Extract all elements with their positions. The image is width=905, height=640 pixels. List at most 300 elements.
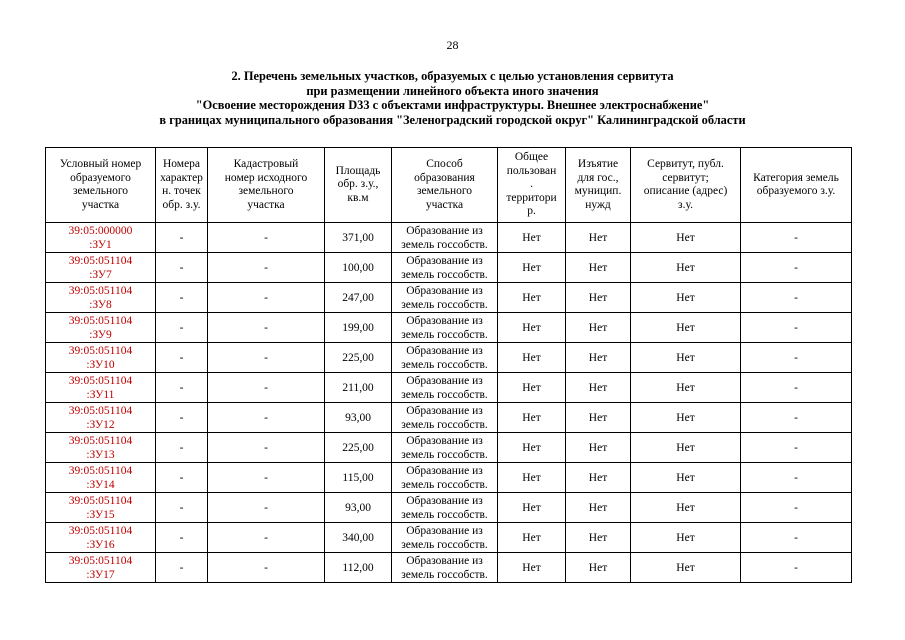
formation-method-cell <box>392 223 498 253</box>
table-row <box>46 283 852 313</box>
servitude-cell-text: Нет <box>676 321 695 334</box>
header-line: кв.м <box>347 191 369 204</box>
point-numbers-cell <box>156 313 208 343</box>
formation-method-cell-text: земель госсобств. <box>401 238 488 251</box>
header-line: пользован <box>506 164 557 177</box>
point-numbers-cell <box>156 283 208 313</box>
header-line: Номера <box>162 158 201 170</box>
formation-method-cell-text: Образование из <box>406 374 483 387</box>
point-numbers-cell-text: - <box>179 561 184 574</box>
header-line: Сервитут, публ. <box>647 158 724 170</box>
seizure-cell-text: Нет <box>588 471 608 484</box>
cadastral-number-cell-text: - <box>264 261 268 274</box>
land-category-cell <box>741 553 852 583</box>
area-cell-text: 112,00 <box>342 561 374 574</box>
point-numbers-cell-text: - <box>179 231 184 244</box>
seizure-cell <box>566 313 631 343</box>
plot-number-cell-text: :ЗУ15 <box>86 508 115 521</box>
common-use-cell <box>498 283 566 313</box>
common-use-cell <box>498 433 566 463</box>
plot-number-cell-text: 39:05:051104 <box>68 344 133 357</box>
plot-number-cell <box>46 283 156 313</box>
col-formation-method-header <box>392 148 498 223</box>
cadastral-number-cell <box>208 373 325 403</box>
point-numbers-cell <box>156 343 208 373</box>
formation-method-cell-text: Образование из <box>406 224 483 237</box>
point-numbers-cell-text: - <box>179 351 184 364</box>
common-use-cell-text: Нет <box>522 261 541 274</box>
seizure-cell <box>566 223 631 253</box>
table-row <box>46 253 852 283</box>
col-point-numbers-header <box>156 148 208 223</box>
land-category-cell <box>741 463 852 493</box>
header-line: земельного <box>238 185 294 197</box>
formation-method-cell-text: Образование из <box>406 284 483 297</box>
common-use-cell <box>498 553 566 583</box>
land-category-cell-text: - <box>794 231 798 244</box>
cadastral-number-cell <box>208 463 325 493</box>
plot-number-cell-text: 39:05:051104 <box>68 434 133 447</box>
point-numbers-cell-text: - <box>179 531 184 544</box>
seizure-cell-text: Нет <box>588 231 608 244</box>
plot-number-cell-text: :ЗУ16 <box>86 538 115 551</box>
point-numbers-cell-text: - <box>179 291 184 304</box>
header-line: номер исходного <box>224 171 308 184</box>
col-plot-number-header <box>46 148 156 223</box>
point-numbers-cell-text: - <box>179 471 184 484</box>
common-use-cell <box>498 493 566 523</box>
cadastral-number-cell-text: - <box>264 561 268 574</box>
plot-number-cell <box>46 223 156 253</box>
header-line: образуемого з.у. <box>756 185 836 197</box>
area-cell-text: 247,00 <box>342 291 374 304</box>
cadastral-number-cell <box>208 283 325 313</box>
servitude-cell <box>631 283 741 313</box>
plot-number-cell-text: 39:05:051104 <box>68 494 133 507</box>
header-line: участка <box>247 198 285 211</box>
land-category-cell-text: - <box>794 531 798 544</box>
point-numbers-cell <box>156 223 208 253</box>
plot-number-cell-text: :ЗУ1 <box>89 238 112 251</box>
point-numbers-cell-text: - <box>179 441 184 454</box>
common-use-cell-text: Нет <box>522 411 541 424</box>
land-category-cell <box>741 253 852 283</box>
table-row <box>46 463 852 493</box>
land-category-cell <box>741 283 852 313</box>
title-line: при размещении линейного объекта иного значения <box>306 83 599 98</box>
formation-method-cell-text: земель госсобств. <box>401 328 488 341</box>
area-cell-text: 211,00 <box>342 381 374 394</box>
header-line: участка <box>425 198 464 211</box>
area-cell-text: 100,00 <box>342 261 374 274</box>
area-cell-text: 225,00 <box>342 351 374 364</box>
col-common-use-header <box>498 148 566 223</box>
header-line: муницип. <box>574 185 622 197</box>
formation-method-cell-text: Образование из <box>406 344 483 357</box>
servitude-cell <box>631 493 741 523</box>
header-line: образования <box>414 171 475 184</box>
cadastral-number-cell-text: - <box>264 291 268 304</box>
plot-number-cell-text: 39:05:051104 <box>68 374 133 387</box>
formation-method-cell <box>392 553 498 583</box>
cadastral-number-cell-text: - <box>264 471 268 484</box>
servitude-cell <box>631 343 741 373</box>
servitude-cell <box>631 373 741 403</box>
servitude-cell-text: Нет <box>676 441 695 454</box>
col-seizure-header <box>566 148 631 223</box>
point-numbers-cell <box>156 523 208 553</box>
header-line: земельного <box>416 185 473 197</box>
land-category-cell-text: - <box>794 351 798 364</box>
cadastral-number-cell <box>208 523 325 553</box>
formation-method-cell-text: Образование из <box>406 314 483 327</box>
header-line: участка <box>81 198 120 211</box>
seizure-cell <box>566 523 631 553</box>
servitude-cell <box>631 253 741 283</box>
plot-number-cell-text: 39:05:051104 <box>68 554 133 567</box>
table-row <box>46 493 852 523</box>
header-line: . <box>530 178 533 191</box>
seizure-cell <box>566 463 631 493</box>
seizure-cell <box>566 373 631 403</box>
formation-method-cell-text: земель госсобств. <box>401 538 488 551</box>
point-numbers-cell <box>156 553 208 583</box>
formation-method-cell-text: земель госсобств. <box>401 388 488 401</box>
seizure-cell-text: Нет <box>588 441 608 454</box>
header-line: н. точек <box>162 185 201 197</box>
cadastral-number-cell-text: - <box>264 231 268 244</box>
cadastral-number-cell <box>208 223 325 253</box>
point-numbers-cell-text: - <box>179 411 184 424</box>
common-use-cell <box>498 373 566 403</box>
title-line: "Освоение месторождения D33 с объектами инфраструктуры. Внешнее электроснабжение" <box>195 98 710 113</box>
formation-method-cell-text: земель госсобств. <box>401 448 488 461</box>
seizure-cell-text: Нет <box>588 501 608 514</box>
plot-number-cell-text: 39:05:051104 <box>68 464 133 477</box>
servitude-cell-text: Нет <box>676 471 695 484</box>
formation-method-cell-text: земель госсобств. <box>401 478 488 491</box>
plot-number-cell-text: :ЗУ11 <box>86 388 115 401</box>
header-line: сервитут; <box>662 171 709 184</box>
header-line: для гос., <box>577 171 619 184</box>
header-line: Условный номер <box>59 158 142 170</box>
header-line: Кадастровый <box>233 158 299 170</box>
seizure-cell <box>566 553 631 583</box>
common-use-cell <box>498 343 566 373</box>
servitude-cell-text: Нет <box>676 561 695 574</box>
header-line: земельного <box>72 185 129 197</box>
col-area-header <box>325 148 392 223</box>
land-category-cell <box>741 433 852 463</box>
area-cell-text: 340,00 <box>342 531 374 544</box>
land-category-cell <box>741 523 852 553</box>
common-use-cell <box>498 223 566 253</box>
formation-method-cell <box>392 463 498 493</box>
formation-method-cell <box>392 433 498 463</box>
seizure-cell <box>566 253 631 283</box>
plot-number-cell <box>46 373 156 403</box>
plot-number-cell <box>46 313 156 343</box>
land-category-cell-text: - <box>794 321 798 334</box>
point-numbers-cell <box>156 433 208 463</box>
plot-number-cell-text: :ЗУ17 <box>86 568 115 581</box>
formation-method-cell <box>392 403 498 433</box>
area-cell <box>325 553 392 583</box>
point-numbers-cell <box>156 493 208 523</box>
header-line: р. <box>527 205 536 218</box>
formation-method-cell <box>392 253 498 283</box>
formation-method-cell-text: земель госсобств. <box>401 268 488 281</box>
cadastral-number-cell <box>208 553 325 583</box>
land-category-cell-text: - <box>794 561 798 574</box>
seizure-cell-text: Нет <box>588 351 608 364</box>
formation-method-cell <box>392 493 498 523</box>
plot-number-cell-text: 39:05:051104 <box>68 254 133 267</box>
cadastral-number-cell <box>208 433 325 463</box>
land-category-cell <box>741 403 852 433</box>
servitude-cell-text: Нет <box>676 501 695 514</box>
cadastral-number-cell <box>208 313 325 343</box>
land-category-cell-text: - <box>794 471 798 484</box>
land-category-cell-text: - <box>794 411 798 424</box>
formation-method-cell <box>392 313 498 343</box>
formation-method-cell-text: Образование из <box>406 554 483 567</box>
formation-method-cell <box>392 343 498 373</box>
common-use-cell-text: Нет <box>522 561 541 574</box>
plot-number-cell-text: :ЗУ14 <box>86 478 115 491</box>
formation-method-cell-text: Образование из <box>406 434 483 447</box>
plot-number-cell <box>46 493 156 523</box>
land-category-cell <box>741 373 852 403</box>
servitude-cell <box>631 223 741 253</box>
area-cell <box>325 433 392 463</box>
servitude-cell <box>631 313 741 343</box>
plot-number-cell-text: 39:05:051104 <box>68 404 133 417</box>
formation-method-cell-text: земель госсобств. <box>401 358 488 371</box>
plot-number-cell <box>46 343 156 373</box>
formation-method-cell-text: Образование из <box>406 254 483 267</box>
area-cell-text: 199,00 <box>342 321 374 334</box>
seizure-cell-text: Нет <box>588 561 608 574</box>
plot-number-cell-text: :ЗУ10 <box>86 358 115 371</box>
formation-method-cell-text: Образование из <box>406 464 483 477</box>
formation-method-cell-text: земель госсобств. <box>401 508 488 521</box>
servitude-cell <box>631 403 741 433</box>
servitude-cell-text: Нет <box>676 411 695 424</box>
plot-number-cell-text: :ЗУ8 <box>89 298 112 311</box>
point-numbers-cell <box>156 253 208 283</box>
cadastral-number-cell-text: - <box>264 351 268 364</box>
seizure-cell <box>566 283 631 313</box>
title-line: в границах муниципального образования "Зеленоградский городской округ" Калининградской области <box>159 112 746 127</box>
land-plots-table <box>45 147 852 583</box>
common-use-cell-text: Нет <box>522 351 541 364</box>
header-line: Изъятие <box>577 158 619 170</box>
table-row <box>46 313 852 343</box>
area-cell <box>325 523 392 553</box>
header-line: обр. з.у. <box>162 198 201 211</box>
formation-method-cell-text: Образование из <box>406 494 483 507</box>
formation-method-cell-text: земель госсобств. <box>401 298 488 311</box>
common-use-cell-text: Нет <box>522 321 541 334</box>
plot-number-cell <box>46 523 156 553</box>
area-cell <box>325 223 392 253</box>
servitude-cell-text: Нет <box>676 231 695 244</box>
table-row <box>46 433 852 463</box>
common-use-cell-text: Нет <box>522 471 541 484</box>
plot-number-cell <box>46 433 156 463</box>
header-line: характер <box>160 171 203 184</box>
table-row <box>46 553 852 583</box>
servitude-cell <box>631 433 741 463</box>
plot-number-cell-text: :ЗУ12 <box>86 418 115 431</box>
area-cell <box>325 253 392 283</box>
servitude-cell <box>631 523 741 553</box>
table-row <box>46 343 852 373</box>
land-category-cell-text: - <box>794 261 798 274</box>
cadastral-number-cell <box>208 343 325 373</box>
area-cell <box>325 343 392 373</box>
common-use-cell-text: Нет <box>522 501 541 514</box>
point-numbers-cell-text: - <box>179 381 184 394</box>
page-number: 28 <box>446 38 459 52</box>
plot-number-cell-text: :ЗУ13 <box>86 448 115 461</box>
seizure-cell <box>566 433 631 463</box>
header-line: описание (адрес) <box>643 185 728 197</box>
seizure-cell-text: Нет <box>588 381 608 394</box>
cadastral-number-cell <box>208 403 325 433</box>
common-use-cell-text: Нет <box>522 381 541 394</box>
seizure-cell-text: Нет <box>588 411 608 424</box>
header-line: обр. з.у., <box>337 178 379 191</box>
header-line: образуемого <box>70 171 131 184</box>
land-category-cell <box>741 223 852 253</box>
header-line: территори <box>506 191 557 204</box>
header-line: нужд <box>585 198 611 211</box>
common-use-cell <box>498 313 566 343</box>
servitude-cell-text: Нет <box>676 531 695 544</box>
area-cell-text: 93,00 <box>345 501 371 514</box>
area-cell-text: 115,00 <box>342 471 374 484</box>
seizure-cell-text: Нет <box>588 261 608 274</box>
header-line: Категория земель <box>753 171 839 184</box>
servitude-cell-text: Нет <box>676 261 695 274</box>
area-cell <box>325 313 392 343</box>
cadastral-number-cell <box>208 253 325 283</box>
common-use-cell-text: Нет <box>522 531 541 544</box>
formation-method-cell-text: земель госсобств. <box>401 568 488 581</box>
area-cell-text: 93,00 <box>345 411 371 424</box>
point-numbers-cell-text: - <box>179 501 184 514</box>
common-use-cell <box>498 253 566 283</box>
plot-number-cell-text: 39:05:051104 <box>68 314 133 327</box>
point-numbers-cell-text: - <box>179 261 184 274</box>
seizure-cell <box>566 403 631 433</box>
servitude-cell <box>631 553 741 583</box>
table-row <box>46 403 852 433</box>
plot-number-cell-text: :ЗУ9 <box>89 328 112 341</box>
area-cell-text: 371,00 <box>342 231 374 244</box>
point-numbers-cell <box>156 403 208 433</box>
plot-number-cell <box>46 553 156 583</box>
common-use-cell-text: Нет <box>522 231 541 244</box>
land-category-cell-text: - <box>794 291 798 304</box>
seizure-cell-text: Нет <box>588 291 608 304</box>
cadastral-number-cell-text: - <box>264 411 268 424</box>
land-category-cell <box>741 493 852 523</box>
seizure-cell-text: Нет <box>588 531 608 544</box>
land-category-cell <box>741 313 852 343</box>
common-use-cell <box>498 523 566 553</box>
common-use-cell <box>498 463 566 493</box>
formation-method-cell-text: Образование из <box>406 524 483 537</box>
cadastral-number-cell-text: - <box>264 501 268 514</box>
table-header-row <box>46 148 852 223</box>
formation-method-cell-text: Образование из <box>406 404 483 417</box>
land-category-cell-text: - <box>794 381 798 394</box>
area-cell <box>325 463 392 493</box>
cadastral-number-cell-text: - <box>264 441 268 454</box>
plot-number-cell <box>46 403 156 433</box>
table-row <box>46 523 852 553</box>
point-numbers-cell <box>156 463 208 493</box>
formation-method-cell <box>392 523 498 553</box>
area-cell <box>325 283 392 313</box>
plot-number-cell-text: :ЗУ7 <box>89 268 112 281</box>
cadastral-number-cell-text: - <box>264 531 268 544</box>
plot-number-cell-text: 39:05:051104 <box>68 524 133 537</box>
common-use-cell <box>498 403 566 433</box>
formation-method-cell <box>392 373 498 403</box>
header-line: Способ <box>426 158 463 170</box>
table-row <box>46 223 852 253</box>
servitude-cell-text: Нет <box>676 351 695 364</box>
land-category-cell-text: - <box>794 501 798 514</box>
table-row <box>46 373 852 403</box>
common-use-cell-text: Нет <box>522 291 541 304</box>
point-numbers-cell-text: - <box>179 321 184 334</box>
header-line: Общее <box>514 151 549 164</box>
plot-number-cell <box>46 463 156 493</box>
plot-number-cell-text: 39:05:000000 <box>68 224 133 237</box>
land-category-cell-text: - <box>794 441 798 454</box>
cadastral-number-cell-text: - <box>264 381 268 394</box>
area-cell <box>325 373 392 403</box>
title-line: 2. Перечень земельных участков, образуемых с целью установления сервитута <box>231 69 674 83</box>
col-servitude-header <box>631 148 741 223</box>
common-use-cell-text: Нет <box>522 441 541 454</box>
point-numbers-cell <box>156 373 208 403</box>
header-line: Площадь <box>335 164 381 177</box>
servitude-cell-text: Нет <box>676 291 695 304</box>
servitude-cell <box>631 463 741 493</box>
cadastral-number-cell-text: - <box>264 321 268 334</box>
servitude-cell-text: Нет <box>676 381 695 394</box>
seizure-cell <box>566 493 631 523</box>
formation-method-cell-text: земель госсобств. <box>401 418 488 431</box>
plot-number-cell <box>46 253 156 283</box>
seizure-cell-text: Нет <box>588 321 608 334</box>
plot-number-cell-text: 39:05:051104 <box>68 284 133 297</box>
col-cadastral-number-header <box>208 148 325 223</box>
area-cell-text: 225,00 <box>342 441 374 454</box>
header-line: з.у. <box>678 198 693 211</box>
document-title <box>60 69 845 127</box>
seizure-cell <box>566 343 631 373</box>
area-cell <box>325 403 392 433</box>
area-cell <box>325 493 392 523</box>
formation-method-cell <box>392 283 498 313</box>
